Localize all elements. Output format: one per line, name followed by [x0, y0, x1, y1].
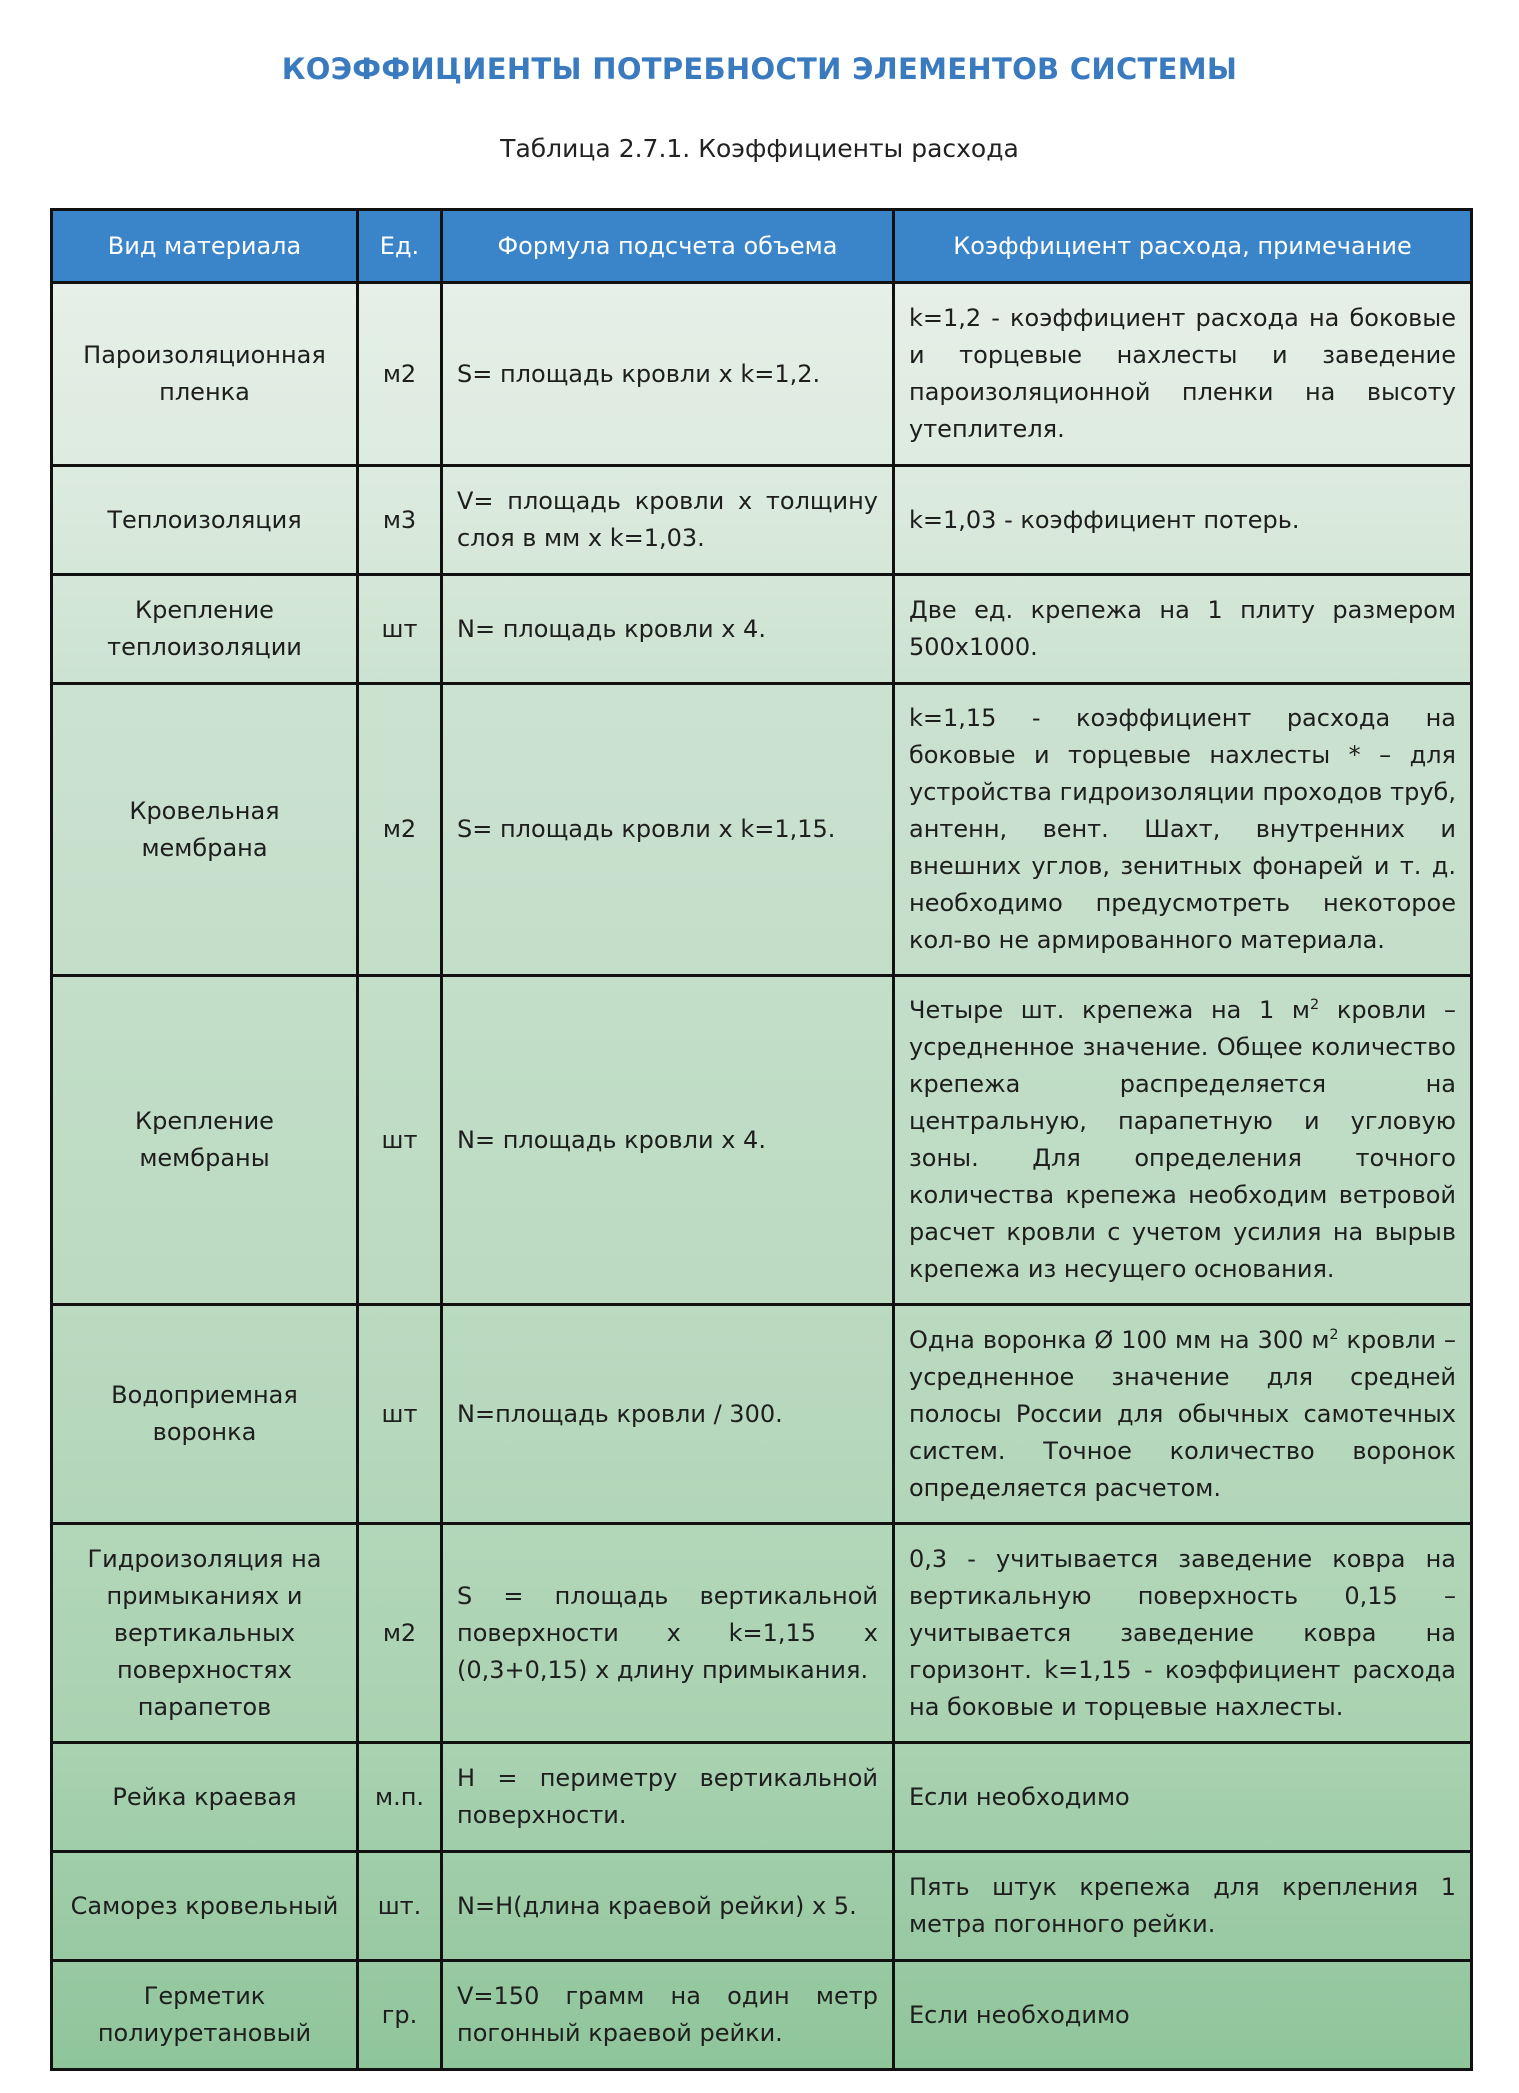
formula: S = площадь вертикальной поверхности х k=1,15 х (0,3+0,15) х длину примыкания. [442, 1524, 894, 1743]
formula: N=площадь кровли / 300. [442, 1305, 894, 1524]
unit: гр. [358, 1961, 442, 2070]
table-row [52, 1961, 1472, 2070]
formula: N=H(длина краевой рейки) х 5. [442, 1852, 894, 1961]
formula: S= площадь кровли х k=1,15. [442, 684, 894, 976]
formula: V= площадь кровли х толщину слоя в мм х k=1,03. [442, 466, 894, 575]
material-name: Водоприемная воронка [52, 1305, 358, 1524]
unit: м3 [358, 466, 442, 575]
unit: м2 [358, 283, 442, 466]
table-row [52, 1305, 1472, 1524]
unit: шт [358, 1305, 442, 1524]
note-text: кровли – усредненное значение для средней полосы России для обычных самотечных систем. Точное количество воронок определяется расчетом. [909, 1325, 1456, 1502]
note-text: Одна воронка Ø 100 мм на 300 м [909, 1325, 1330, 1354]
header-formula: Формула подсчета объема [442, 210, 894, 283]
table-row [52, 283, 1472, 466]
note [894, 976, 1472, 1305]
material-name: Крепление теплоизоляции [52, 575, 358, 684]
note: k=1,2 - коэффициент расхода на боковые и торцевые нахлесты и заведение пароизоляционной пленки на высоту утеплителя. [894, 283, 1472, 466]
formula: Н = периметру вертикальной поверхности. [442, 1743, 894, 1852]
note: Пять штук крепежа для крепления 1 метра погонного рейки. [894, 1852, 1472, 1961]
note: 0,3 - учитывается заведение ковра на вертикальную поверхность 0,15 – учитывается заведение ковра на горизонт. k=1,15 - коэффициент расхода на боковые и торцевые нахлесты. [894, 1524, 1472, 1743]
note-text: кровли – усредненное значение. Общее количество крепежа распределяется на центральную, парапетную и угловую зоны. Для определения точного количества крепежа необходим ветровой расчет кровли с учетом усилия на вырыв крепежа из несущего основания. [909, 996, 1456, 1283]
table-row [52, 1524, 1472, 1743]
note-text: Четыре шт. крепежа на 1 м [909, 996, 1311, 1024]
header-unit: Ед. [358, 210, 442, 283]
note: Если необходимо [894, 1743, 1472, 1852]
note: k=1,15 - коэффициент расхода на боковые и торцевые нахлесты * – для устройства гидроизоляции проходов труб, антенн, вент. Шахт, внутренних и внешних углов, зенитных фонарей и т. д. необходимо предусмотреть некоторое кол-во не армированного материала. [894, 684, 1472, 976]
unit: м2 [358, 684, 442, 976]
table-caption: Таблица 2.7.1. Коэффициенты расхода [500, 134, 1019, 163]
material-name: Пароизоляционная пленка [52, 283, 358, 466]
unit: шт. [358, 1852, 442, 1961]
table-row [52, 466, 1472, 575]
note: Если необходимо [894, 1961, 1472, 2070]
unit: шт [358, 976, 442, 1305]
material-name: Теплоизоляция [52, 466, 358, 575]
note: k=1,03 - коэффициент потерь. [894, 466, 1472, 575]
note-superscript: 2 [1329, 1326, 1339, 1343]
material-name: Герметик полиуретановый [52, 1961, 358, 2070]
table-row [52, 684, 1472, 976]
table-header-row [52, 210, 1472, 283]
formula: S= площадь кровли х k=1,2. [442, 283, 894, 466]
material-name: Крепление мембраны [52, 976, 358, 1305]
table-row [52, 575, 1472, 684]
note: Две ед. крепежа на 1 плиту размером 500х1000. [894, 575, 1472, 684]
note-superscript: 2 [1310, 997, 1320, 1013]
formula: V=150 грамм на один метр погонный краевой рейки. [442, 1961, 894, 2070]
table-row [52, 1743, 1472, 1852]
table-row [52, 976, 1472, 1305]
unit: шт [358, 575, 442, 684]
material-name: Кровельная мембрана [52, 684, 358, 976]
unit: м2 [358, 1524, 442, 1743]
header-note: Коэффициент расхода, примечание [894, 210, 1472, 283]
table-row [52, 1852, 1472, 1961]
header-material: Вид материала [52, 210, 358, 283]
unit: м.п. [358, 1743, 442, 1852]
note [894, 1305, 1472, 1524]
page-title: КОЭФФИЦИЕНТЫ ПОТРЕБНОСТИ ЭЛЕМЕНТОВ СИСТЕМЫ [281, 52, 1238, 86]
material-name: Рейка краевая [52, 1743, 358, 1852]
coefficients-table [50, 208, 1473, 2071]
material-name: Саморез кровельный [52, 1852, 358, 1961]
formula: N= площадь кровли х 4. [442, 575, 894, 684]
formula: N= площадь кровли х 4. [442, 976, 894, 1305]
material-name: Гидроизоляция на примыканиях и вертикальных поверхностях парапетов [52, 1524, 358, 1743]
